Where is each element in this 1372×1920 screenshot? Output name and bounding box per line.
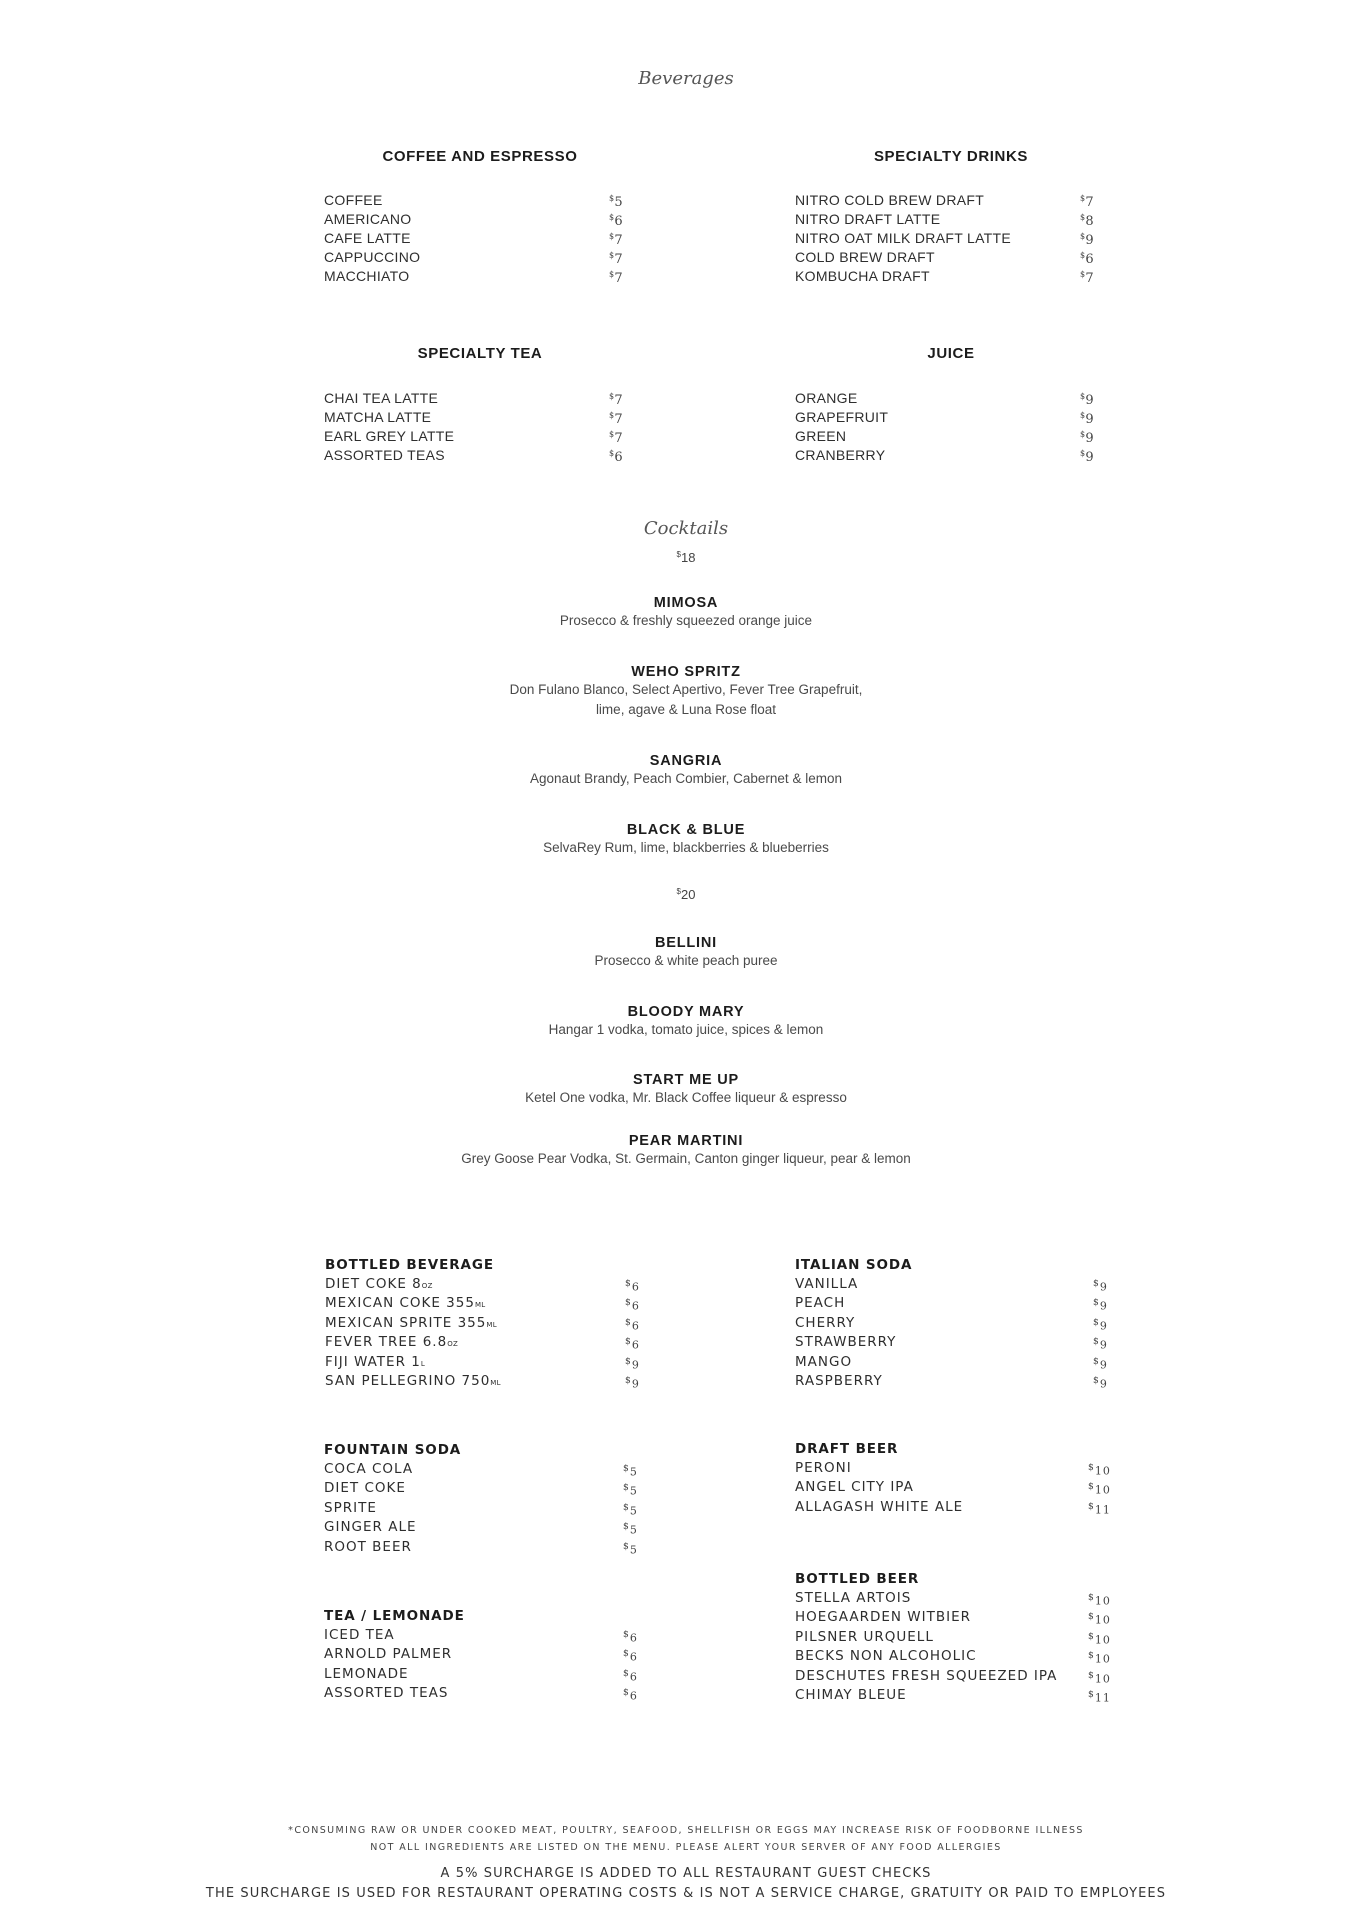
menu-item: [795, 1667, 1125, 1686]
menu-item: [324, 1479, 654, 1498]
item-unit: ML: [490, 1378, 501, 1387]
price-value: 10: [1094, 1633, 1111, 1647]
price-value: 9: [1099, 1358, 1108, 1372]
specialty-tea-list: [324, 389, 644, 465]
item-name: MACCHIATO: [324, 268, 410, 284]
cocktails-price-20: [0, 887, 1372, 902]
item-unit: L: [420, 1359, 426, 1368]
currency-symbol: $: [1088, 1688, 1095, 1700]
price-value: 6: [631, 1319, 640, 1333]
menu-item: [324, 1684, 654, 1703]
price-value: 6: [614, 214, 623, 229]
price-value: 5: [629, 1504, 638, 1518]
price-value: 6: [629, 1631, 638, 1645]
menu-item: [795, 248, 1115, 267]
menu-item: [795, 1686, 1125, 1705]
cocktail-description: SelvaRey Rum, lime, blackberries & blueberries: [543, 840, 829, 855]
item-name: GRAPEFRUIT: [795, 409, 889, 425]
item-price: [609, 444, 623, 467]
currency-symbol: $: [1093, 1316, 1100, 1328]
item-name: CHERRY: [795, 1314, 856, 1331]
item-name: HOEGAARDEN WITBIER: [795, 1609, 972, 1626]
menu-item: [795, 1478, 1125, 1497]
currency-symbol: $: [625, 1355, 632, 1367]
price-value: 7: [614, 252, 623, 267]
cocktail-item: [0, 822, 1372, 858]
item-name: ASSORTED TEAS: [324, 1685, 449, 1702]
currency-symbol: $: [623, 1629, 630, 1640]
currency-symbol: $: [1093, 1297, 1100, 1309]
menu-item: [325, 1314, 655, 1333]
item-name: FEVER TREE 6.8: [325, 1334, 448, 1351]
allergy-notice-2: NOT ALL INGREDIENTS ARE LISTED ON THE MENU. PLEASE ALERT YOUR SERVER OF ANY FOOD ALLERGIES: [370, 1842, 1002, 1853]
price-value: 6: [629, 1651, 638, 1665]
cocktail-name: PEAR MARTINI: [628, 1133, 744, 1149]
currency-symbol: $: [1080, 194, 1086, 203]
cocktail-item: [0, 1133, 1372, 1169]
menu-item: [324, 408, 644, 427]
cocktail-item: [0, 1072, 1372, 1108]
price-value: 5: [629, 1465, 638, 1479]
menu-item: [795, 1372, 1125, 1391]
item-name: CAFE LATTE: [324, 230, 411, 246]
menu-item: [324, 446, 644, 465]
price-value: 10: [1094, 1484, 1111, 1498]
item-unit: ML: [486, 1320, 497, 1329]
menu-item: [795, 1314, 1125, 1333]
price-value: 9: [1099, 1377, 1108, 1391]
cocktail-description: Agonaut Brandy, Peach Combier, Cabernet & lemon: [530, 771, 842, 786]
item-name: ROOT BEER: [324, 1538, 412, 1555]
item-name: ALLAGASH WHITE ALE: [795, 1498, 964, 1515]
cocktail-description: Don Fulano Blanco, Select Apertivo, Fever Tree Grapefruit,: [509, 682, 863, 697]
currency-symbol: $: [609, 449, 615, 458]
item-name: MEXICAN COKE 355: [325, 1295, 475, 1312]
price-value: 5: [629, 1485, 638, 1499]
item-name: ICED TEA: [324, 1627, 395, 1643]
item-name: MEXICAN SPRITE 355: [325, 1314, 487, 1331]
currency-symbol: $: [623, 1463, 630, 1474]
price-value: 7: [614, 271, 623, 286]
menu-item: [795, 1628, 1125, 1647]
price-value: 10: [1094, 1464, 1111, 1478]
item-name: ANGEL CITY IPA: [795, 1479, 914, 1496]
cocktail-name: BLOODY MARY: [627, 1004, 745, 1020]
price-value: 9: [1099, 1300, 1108, 1314]
cocktail-name: SANGRIA: [649, 753, 723, 769]
price-value: 7: [614, 233, 623, 248]
menu-item: [795, 427, 1115, 446]
cocktail-item: [0, 1004, 1372, 1040]
section-title: DRAFT BEER: [795, 1441, 899, 1457]
cocktail-name: BLACK & BLUE: [626, 822, 746, 838]
currency-symbol: $: [623, 1648, 630, 1660]
currency-symbol: $: [623, 1482, 630, 1494]
currency-symbol: $: [1080, 392, 1086, 401]
price-value: 11: [1094, 1503, 1111, 1517]
cocktail-name: WEHO SPRITZ: [631, 664, 741, 680]
item-price: [1088, 1685, 1111, 1708]
cocktail-name: START ME UP: [632, 1072, 739, 1088]
currency-symbol: $: [1080, 213, 1086, 222]
currency-symbol: $: [1093, 1336, 1100, 1348]
menu-item: [324, 1499, 654, 1518]
menu-item: [795, 229, 1115, 248]
cocktail-description: Prosecco & white peach puree: [594, 953, 778, 968]
menu-item: [325, 1294, 655, 1313]
item-name: SAN PELLEGRINO 750: [325, 1372, 491, 1389]
item-price: [1080, 444, 1094, 467]
cocktail-name: BELLINI: [655, 935, 717, 951]
currency-symbol: $: [609, 270, 615, 279]
currency-symbol: $: [1088, 1592, 1095, 1603]
item-name: STELLA ARTOIS: [795, 1590, 912, 1606]
currency-symbol: $: [609, 411, 615, 420]
currency-symbol: $: [625, 1316, 632, 1328]
item-name: ORANGE: [795, 390, 858, 406]
menu-item: [795, 408, 1115, 427]
juice-list: [795, 389, 1115, 465]
menu-item: [795, 1294, 1125, 1313]
item-name: ARNOLD PALMER: [324, 1646, 453, 1663]
surcharge-notice-1: A 5% SURCHARGE IS ADDED TO ALL RESTAURANT GUEST CHECKS: [440, 1866, 932, 1881]
menu-item: [324, 389, 644, 408]
price-value: 9: [1099, 1280, 1108, 1294]
allergy-notice-1: *CONSUMING RAW OR UNDER COOKED MEAT, POULTRY, SEAFOOD, SHELLFISH OR EGGS MAY INCREASE RISK OF FOODBORNE ILLNESS: [288, 1825, 1084, 1836]
menu-item: [325, 1333, 655, 1352]
price-value: 6: [631, 1280, 640, 1294]
price-value: 10: [1094, 1672, 1111, 1686]
price-value: 9: [1085, 450, 1094, 465]
menu-item: [325, 1372, 655, 1391]
specialty-drinks-section-title: SPECIALTY DRINKS: [873, 148, 1029, 165]
currency-symbol: $: [676, 550, 681, 559]
price-value: 10: [1094, 1614, 1111, 1628]
price-value: 9: [1085, 431, 1094, 446]
menu-item: [324, 210, 644, 229]
currency-symbol: $: [609, 430, 615, 439]
item-name: BECKS NON ALCOHOLIC: [795, 1648, 977, 1665]
beverages-title: Beverages: [638, 68, 734, 89]
bottled-beverage-list: [325, 1255, 655, 1391]
price-value: 7: [614, 412, 623, 427]
currency-symbol: $: [1080, 449, 1086, 458]
item-price: [609, 265, 623, 288]
item-name: PEACH: [795, 1295, 846, 1312]
item-price: [625, 1371, 640, 1394]
currency-symbol: $: [1080, 251, 1086, 260]
item-name: EARL GREY LATTE: [324, 428, 455, 444]
currency-symbol: $: [1080, 232, 1086, 241]
price-value: 7: [1085, 271, 1094, 286]
currency-symbol: $: [1088, 1462, 1095, 1473]
currency-symbol: $: [1088, 1481, 1095, 1493]
currency-symbol: $: [1080, 270, 1086, 279]
currency-symbol: $: [623, 1501, 630, 1513]
currency-symbol: $: [623, 1521, 630, 1533]
menu-item: [795, 446, 1115, 465]
item-name: COFFEE: [324, 192, 383, 208]
item-name: FIJI WATER 1: [325, 1353, 421, 1370]
price-value: 9: [1085, 412, 1094, 427]
currency-symbol: $: [609, 392, 615, 401]
item-price: [1088, 1497, 1111, 1520]
currency-symbol: $: [609, 251, 615, 260]
item-name: ASSORTED TEAS: [324, 447, 445, 463]
menu-item: [324, 191, 644, 210]
cocktail-description: lime, agave & Luna Rose float: [595, 702, 777, 717]
item-name: STRAWBERRY: [795, 1334, 897, 1351]
item-name: KOMBUCHA DRAFT: [795, 268, 930, 284]
price-value: 7: [1085, 195, 1094, 210]
menu-item: [324, 1518, 654, 1537]
cocktail-item: [0, 935, 1372, 971]
section-title: ITALIAN SODA: [795, 1257, 913, 1273]
cocktails-title: Cocktails: [643, 518, 729, 539]
item-name: DIET COKE: [324, 1480, 406, 1497]
currency-symbol: $: [625, 1374, 632, 1386]
section-title: BOTTLED BEVERAGE: [325, 1257, 494, 1273]
menu-item: [324, 1626, 654, 1645]
currency-symbol: $: [623, 1540, 630, 1552]
specialty-tea-section-title: SPECIALTY TEA: [417, 345, 543, 362]
price-value: 6: [614, 450, 623, 465]
price-value: 9: [631, 1358, 640, 1372]
item-name: NITRO COLD BREW DRAFT: [795, 192, 985, 208]
currency-symbol: $: [625, 1278, 632, 1289]
cocktail-item: [0, 664, 1372, 720]
price-value: 5: [614, 195, 623, 210]
item-name: VANILLA: [795, 1276, 859, 1292]
currency-symbol: $: [676, 887, 681, 896]
item-name: CHAI TEA LATTE: [324, 390, 439, 406]
menu-item: [795, 1647, 1125, 1666]
price-value: 9: [1099, 1319, 1108, 1333]
menu-item: [795, 1353, 1125, 1372]
price-value: 6: [629, 1689, 638, 1703]
item-name: RASPBERRY: [795, 1372, 883, 1389]
currency-symbol: $: [1088, 1650, 1095, 1662]
currency-symbol: $: [625, 1336, 632, 1348]
menu-item: [324, 248, 644, 267]
item-unit: ML: [474, 1301, 486, 1310]
currency-symbol: $: [623, 1667, 630, 1679]
menu-item: [324, 1665, 654, 1684]
section-title: TEA / LEMONADE: [324, 1608, 465, 1624]
cocktails-price-18: [0, 550, 1372, 565]
price-value: 7: [614, 431, 623, 446]
item-name: PILSNER URQUELL: [795, 1628, 934, 1645]
currency-symbol: $: [1088, 1500, 1095, 1512]
currency-symbol: $: [1080, 430, 1086, 439]
menu-item: [795, 1608, 1125, 1627]
item-name: GREEN: [795, 428, 847, 444]
menu-item: [795, 1333, 1125, 1352]
price-value: 6: [631, 1338, 640, 1352]
currency-symbol: $: [1093, 1278, 1100, 1289]
item-name: LEMONADE: [324, 1665, 409, 1682]
item-name: COCA COLA: [324, 1461, 414, 1477]
item-name: MATCHA LATTE: [324, 409, 432, 425]
item-name: DIET COKE 8: [325, 1276, 422, 1292]
juice-section-title: JUICE: [927, 345, 975, 362]
coffee-section-title: COFFEE AND ESPRESSO: [382, 148, 578, 165]
currency-symbol: $: [1088, 1630, 1095, 1642]
price-value: 9: [1099, 1338, 1108, 1352]
bottled-beer-list: [795, 1569, 1125, 1705]
surcharge-notice-2: THE SURCHARGE IS USED FOR RESTAURANT OPERATING COSTS & IS NOT A SERVICE CHARGE, GRATUITY OR PAID TO EMPLOYEES: [205, 1886, 1167, 1901]
currency-symbol: $: [1093, 1355, 1100, 1367]
draft-beer-list: [795, 1439, 1125, 1517]
price-value: 5: [629, 1543, 638, 1557]
price-value: 5: [629, 1523, 638, 1537]
section-title: FOUNTAIN SODA: [324, 1442, 462, 1458]
item-price: [1080, 265, 1094, 288]
menu-item: [325, 1275, 655, 1294]
price-value: 7: [614, 393, 623, 408]
item-name: AMERICANO: [324, 211, 412, 227]
item-unit: OZ: [421, 1282, 433, 1290]
price-value: 10: [1094, 1652, 1111, 1666]
item-name: NITRO DRAFT LATTE: [795, 211, 941, 227]
menu-item: [795, 1459, 1125, 1478]
item-name: SPRITE: [324, 1499, 377, 1516]
fountain-soda-list: [324, 1440, 654, 1557]
item-name: CAPPUCCINO: [324, 249, 421, 265]
item-price: [623, 1537, 638, 1560]
item-unit: OZ: [447, 1340, 459, 1349]
price-value: 6: [631, 1300, 640, 1314]
menu-item: [795, 1498, 1125, 1517]
menu-item: [324, 1460, 654, 1479]
cocktail-item: [0, 753, 1372, 789]
menu-item: [324, 267, 644, 286]
menu-item: [324, 427, 644, 446]
currency-symbol: $: [1093, 1374, 1100, 1386]
menu-item: [324, 1538, 654, 1557]
currency-symbol: $: [609, 213, 615, 222]
item-price: [1093, 1371, 1108, 1394]
item-name: NITRO OAT MILK DRAFT LATTE: [795, 230, 1012, 246]
item-name: PERONI: [795, 1460, 852, 1476]
currency-symbol: $: [609, 194, 615, 203]
menu-item: [795, 1275, 1125, 1294]
price-value: 10: [1094, 1594, 1111, 1608]
item-name: CHIMAY BLEUE: [795, 1686, 907, 1703]
currency-symbol: $: [609, 232, 615, 241]
price-value: 9: [1085, 393, 1094, 408]
price-value: 6: [629, 1670, 638, 1684]
menu-item: [795, 210, 1115, 229]
item-name: GINGER ALE: [324, 1519, 417, 1536]
price-value: 18: [680, 550, 696, 565]
specialty-drinks-list: [795, 191, 1115, 286]
menu-item: [325, 1353, 655, 1372]
cocktail-item: [0, 595, 1372, 631]
cocktail-name: MIMOSA: [653, 595, 719, 611]
price-value: 6: [1085, 252, 1094, 267]
cocktail-description: Ketel One vodka, Mr. Black Coffee liqueur & espresso: [525, 1090, 847, 1105]
cocktail-description: Prosecco & freshly squeezed orange juice: [559, 613, 813, 628]
item-name: MANGO: [795, 1353, 853, 1370]
tea-lemonade-list: [324, 1606, 654, 1704]
menu-item: [324, 1645, 654, 1664]
item-price: [623, 1683, 638, 1706]
currency-symbol: $: [1088, 1669, 1095, 1681]
price-value: 9: [631, 1377, 640, 1391]
currency-symbol: $: [1088, 1611, 1095, 1623]
menu-item: [795, 267, 1115, 286]
item-name: DESCHUTES FRESH SQUEEZED IPA: [795, 1667, 1058, 1684]
italian-soda-list: [795, 1255, 1125, 1391]
currency-symbol: $: [623, 1687, 630, 1699]
cocktail-description: Grey Goose Pear Vodka, St. Germain, Canton ginger liqueur, pear & lemon: [461, 1151, 911, 1166]
menu-item: [795, 389, 1115, 408]
coffee-list: [324, 191, 644, 286]
menu-item: [795, 191, 1115, 210]
price-value: 11: [1094, 1691, 1111, 1705]
price-value: 9: [1085, 233, 1094, 248]
section-title: BOTTLED BEER: [795, 1571, 920, 1587]
menu-item: [324, 229, 644, 248]
currency-symbol: $: [1080, 411, 1086, 420]
item-name: COLD BREW DRAFT: [795, 249, 935, 265]
price-value: 20: [680, 887, 696, 902]
price-value: 8: [1085, 214, 1094, 229]
cocktail-description: Hangar 1 vodka, tomato juice, spices & lemon: [548, 1022, 824, 1037]
menu-item: [795, 1589, 1125, 1608]
currency-symbol: $: [625, 1297, 632, 1309]
item-name: CRANBERRY: [795, 447, 886, 463]
